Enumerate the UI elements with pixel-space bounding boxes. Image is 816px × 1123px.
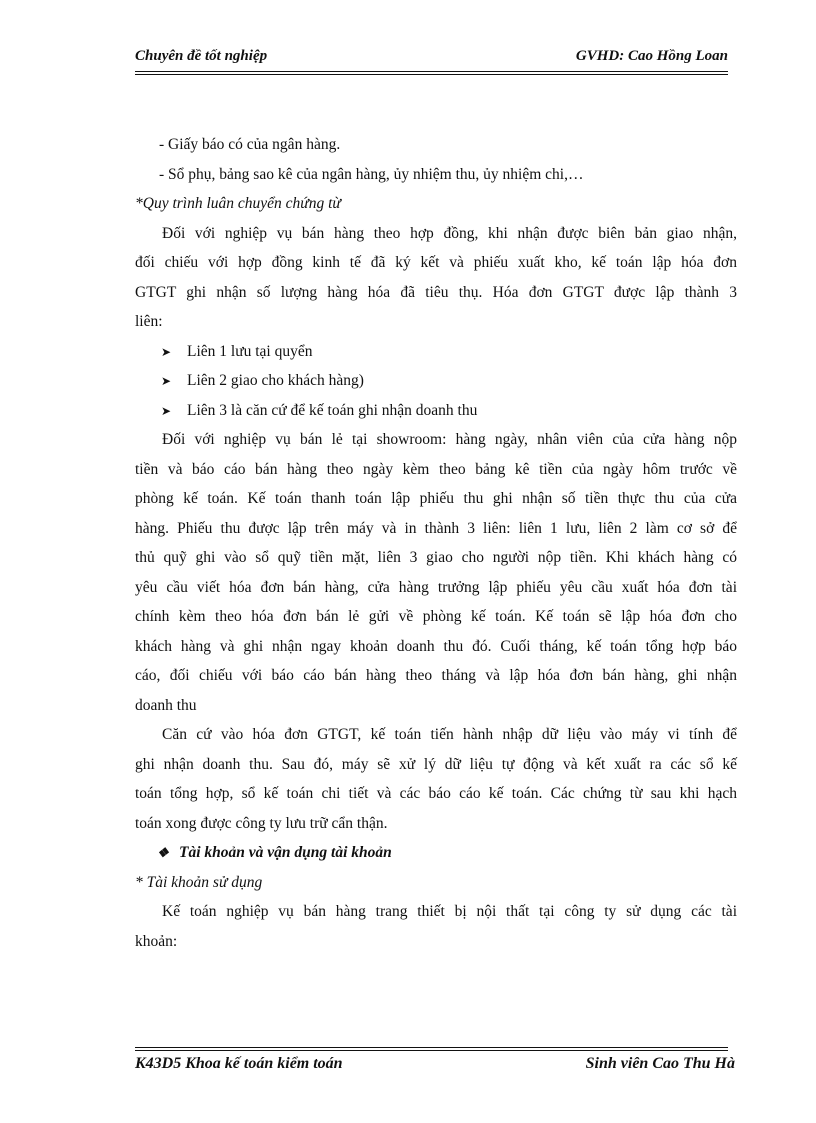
header-rule — [135, 71, 728, 72]
para2-line: cáo, đối chiếu với báo cáo bán hàng theo tháng và lập hóa đơn bán hàng, ghi nhận — [135, 667, 737, 684]
para3-line: Căn cứ vào hóa đơn GTGT, kế toán tiến hành nhập dữ liệu vào máy vi tính để — [162, 726, 737, 743]
copy-list-item — [135, 366, 737, 396]
copy-label: Liên 3 là căn cứ để kế toán ghi nhận doanh thu — [187, 401, 478, 419]
para2-line: yêu cầu viết hóa đơn bán hàng, cửa hàng trưởng lập phiếu yêu cầu xuất hóa đơn tài — [135, 578, 737, 596]
arrowhead-bullet-icon: ➤ — [161, 403, 172, 418]
copy-label: Liên 1 lưu tại quyển — [187, 342, 313, 360]
para3-line: ghi nhận doanh thu. Sau đó, máy sẽ xử lý dữ liệu tự động và kết xuất ra các sổ kế — [135, 755, 737, 773]
copy-list-item — [135, 337, 737, 367]
arrowhead-bullet-icon: ➤ — [161, 344, 172, 359]
para2-line: hàng. Phiếu thu được lập trên máy và in thành 3 liên: liên 1 lưu, liên 2 làm cơ sở để — [135, 519, 737, 537]
section-heading-text: Tài khoản và vận dụng tài khoản — [179, 844, 392, 861]
arrowhead-bullet-icon: ➤ — [161, 374, 172, 388]
page-header — [135, 48, 728, 70]
para1-line: đối chiếu với hợp đồng kinh tế đã ký kết và phiếu xuất kho, kế toán lập hóa đơn — [135, 254, 737, 271]
para1-line: liên: — [135, 313, 163, 330]
accounts-heading: * Tài khoản sử dụng — [135, 873, 263, 891]
header-rule-thin — [135, 74, 728, 75]
para2-line: chính kèm theo hóa đơn bán lẻ gửi về phòng kế toán. Kế toán sẽ lập hóa đơn cho — [135, 608, 737, 625]
para2-line: thủ quỹ ghi vào sổ quỹ tiền mặt, liên 3 giao cho người nộp tiền. Khi khách hàng có — [135, 549, 737, 566]
para4-line: khoản: — [135, 932, 178, 950]
para1-line: Đối với nghiệp vụ bán hàng theo hợp đồng, khi nhận được biên bản giao nhận, — [162, 224, 737, 242]
doc-list-item: - Sổ phụ, bảng sao kê của ngân hàng, ủy nhiệm thu, ủy nhiệm chi,… — [159, 165, 584, 183]
footer-rule-thin — [135, 1047, 728, 1048]
copy-label: Liên 2 giao cho khách hàng) — [187, 372, 364, 389]
process-heading: *Quy trình luân chuyển chứng từ — [135, 195, 341, 212]
para2-line: tiền và báo cáo bán hàng theo ngày kèm theo bảng kê tiền của ngày hôm trước về — [135, 460, 737, 478]
four-diamond-bullet-icon: ❖ — [157, 845, 169, 860]
footer-student: Sinh viên Cao Thu Hà — [585, 1055, 735, 1072]
para3-line: toán xong được công ty lưu trữ cẩn thận. — [135, 814, 388, 832]
para1-line: GTGT ghi nhận số lượng hàng hóa đã tiêu thụ. Hóa đơn GTGT được lập thành 3 — [135, 283, 737, 301]
para2-line: phòng kế toán. Kế toán thanh toán lập phiếu thu ghi nhận số tiền thực thu của cửa — [135, 490, 737, 507]
page-footer — [135, 1055, 735, 1077]
copy-list-item — [135, 396, 737, 426]
para2-line: Đối với nghiệp vụ bán lẻ tại showroom: hàng ngày, nhân viên của cửa hàng nộp — [162, 431, 737, 448]
footer-department: K43D5 Khoa kế toán kiểm toán — [135, 1055, 343, 1072]
header-title: Chuyên đề tốt nghiệp — [135, 48, 268, 64]
para4-line: Kế toán nghiệp vụ bán hàng trang thiết bị nội thất tại công ty sử dụng các tài — [162, 903, 737, 920]
document-body — [135, 130, 737, 956]
footer-rule — [135, 1050, 728, 1051]
section-heading — [135, 838, 737, 868]
para2-line: khách hàng và ghi nhận ngay khoản doanh thu đó. Cuối tháng, kế toán tổng hợp báo — [135, 637, 737, 655]
para2-line: doanh thu — [135, 696, 197, 714]
header-supervisor: GVHD: Cao Hồng Loan — [575, 48, 728, 64]
doc-list-item: - Giấy báo có của ngân hàng. — [159, 136, 341, 153]
para3-line: toán tổng hợp, sổ kế toán chi tiết và các báo cáo kế toán. Các chứng từ sau khi hạch — [135, 785, 737, 802]
